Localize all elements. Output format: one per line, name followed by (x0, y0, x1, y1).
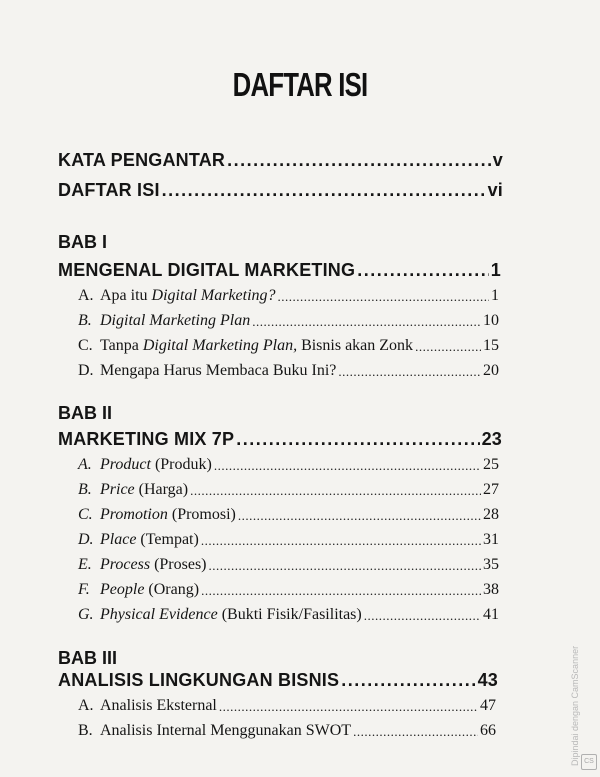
subentry-letter: F. (78, 581, 90, 598)
dot-leader (353, 724, 478, 740)
subentry-text-after: (Harga) (134, 481, 189, 498)
subentry-letter: A. (78, 456, 92, 473)
subentry-letter: G. (78, 606, 94, 623)
chapter-title: MARKETING MIX 7P (58, 429, 235, 449)
subentry-page: 35 (483, 556, 499, 573)
scanner-watermark (566, 640, 596, 770)
subentry-italic-text: Digital Marketing Plan, (142, 337, 298, 354)
toc-subentry (78, 506, 499, 524)
subentry-letter: A. (78, 287, 94, 304)
subentry-text-after: (Promosi) (167, 506, 236, 523)
subentry-text: Analisis Eksternal (100, 697, 217, 714)
chapter-title-row (58, 429, 502, 450)
subentry-page: 38 (483, 581, 499, 598)
dot-leader (219, 699, 478, 715)
toc-entry-label: KATA PENGANTAR (58, 150, 226, 170)
chapter-title: MENGENAL DIGITAL MARKETING (58, 260, 356, 280)
dot-leader (201, 583, 481, 599)
dot-leader (227, 153, 491, 171)
subentry-italic-text: Process (100, 556, 151, 573)
subentry-page: 27 (483, 481, 499, 498)
subentry-letter: B. (78, 722, 93, 739)
watermark-text: Dipindai dengan CamScanner (570, 645, 580, 766)
toc-subentry (78, 606, 499, 624)
subentry-page: 66 (480, 722, 496, 739)
chapter-title: ANALISIS LINGKUNGAN BISNIS (58, 670, 340, 690)
toc-entry-page: v (492, 150, 503, 170)
subentry-letter: B. (78, 312, 92, 329)
dot-leader (190, 483, 481, 499)
chapter-label-bab-3: BAB III (58, 648, 118, 668)
dot-leader (357, 263, 489, 281)
toc-subentry (78, 722, 496, 740)
toc-subentry (78, 362, 499, 380)
page-title: DAFTAR ISI (232, 66, 368, 103)
dot-leader (338, 364, 481, 380)
dot-leader (201, 533, 481, 549)
subentry-italic-text: Digital Marketing Plan (100, 312, 251, 329)
chapter-label-bab-1: BAB I (58, 232, 107, 252)
chapter-label-bab-2: BAB II (58, 403, 112, 423)
subentry-italic-text: Product (100, 456, 151, 473)
chapter-page: 43 (477, 670, 498, 690)
subentry-italic-text: Promotion (100, 506, 168, 523)
toc-subentry (78, 556, 499, 574)
subentry-letter: E. (78, 556, 92, 573)
toc-subentry (78, 697, 496, 715)
toc-subentry (78, 481, 499, 499)
subentry-letter: A. (78, 697, 94, 714)
subentry-letter: C. (78, 337, 93, 354)
dot-leader (214, 458, 481, 474)
subentry-letter: C. (78, 506, 93, 523)
toc-entry-label: DAFTAR ISI (58, 180, 160, 200)
toc-subentry (78, 456, 499, 474)
toc-subentry (78, 287, 499, 305)
subentry-page: 41 (483, 606, 499, 623)
subentry-text-after: Bisnis akan Zonk (297, 337, 414, 354)
toc-subentry (78, 531, 499, 549)
dot-leader (341, 673, 475, 691)
dot-leader (252, 314, 481, 330)
subentry-page: 47 (480, 697, 496, 714)
toc-entry-kata-pengantar (58, 150, 503, 171)
dot-leader (236, 432, 479, 450)
subentry-letter: B. (78, 481, 92, 498)
toc-subentry (78, 312, 499, 330)
subentry-page: 10 (483, 312, 499, 329)
subentry-italic-text: Physical Evidence (100, 606, 218, 623)
subentry-italic-text: People (100, 581, 145, 598)
subentry-text: Analisis Internal Menggunakan SWOT (100, 722, 352, 739)
dot-leader (238, 508, 481, 524)
toc-entry-daftar-isi (58, 180, 503, 201)
subentry-letter: D. (78, 531, 94, 548)
subentry-page: 20 (483, 362, 499, 379)
chapter-page: 1 (490, 260, 501, 280)
subentry-text-after: (Produk) (150, 456, 212, 473)
dot-leader (415, 339, 481, 355)
subentry-text-after: (Proses) (150, 556, 207, 573)
chapter-title-row (58, 260, 501, 281)
toc-subentry (78, 581, 499, 599)
chapter-page: 23 (481, 429, 502, 449)
subentry-text: Tanpa (100, 337, 143, 354)
dot-leader (278, 289, 489, 305)
subentry-page: 28 (483, 506, 499, 523)
subentry-italic-text: Digital Marketing? (151, 287, 276, 304)
subentry-page: 25 (483, 456, 499, 473)
dot-leader (162, 183, 486, 201)
subentry-text: Apa itu (100, 287, 152, 304)
toc-subentry (78, 337, 499, 355)
subentry-italic-text: Place (100, 531, 137, 548)
subentry-text-after: (Bukti Fisik/Fasilitas) (217, 606, 362, 623)
camscanner-logo-icon: CS (581, 754, 597, 770)
subentry-page: 1 (491, 287, 499, 304)
subentry-text-after: (Orang) (144, 581, 200, 598)
subentry-italic-text: Price (100, 481, 135, 498)
dot-leader (364, 608, 481, 624)
subentry-page: 15 (483, 337, 499, 354)
subentry-letter: D. (78, 362, 94, 379)
chapter-title-row (58, 670, 498, 691)
dot-leader (209, 558, 482, 574)
subentry-text-after: (Tempat) (136, 531, 199, 548)
subentry-page: 31 (483, 531, 499, 548)
subentry-text: Mengapa Harus Membaca Buku Ini? (100, 362, 337, 379)
toc-entry-page: vi (487, 180, 503, 200)
